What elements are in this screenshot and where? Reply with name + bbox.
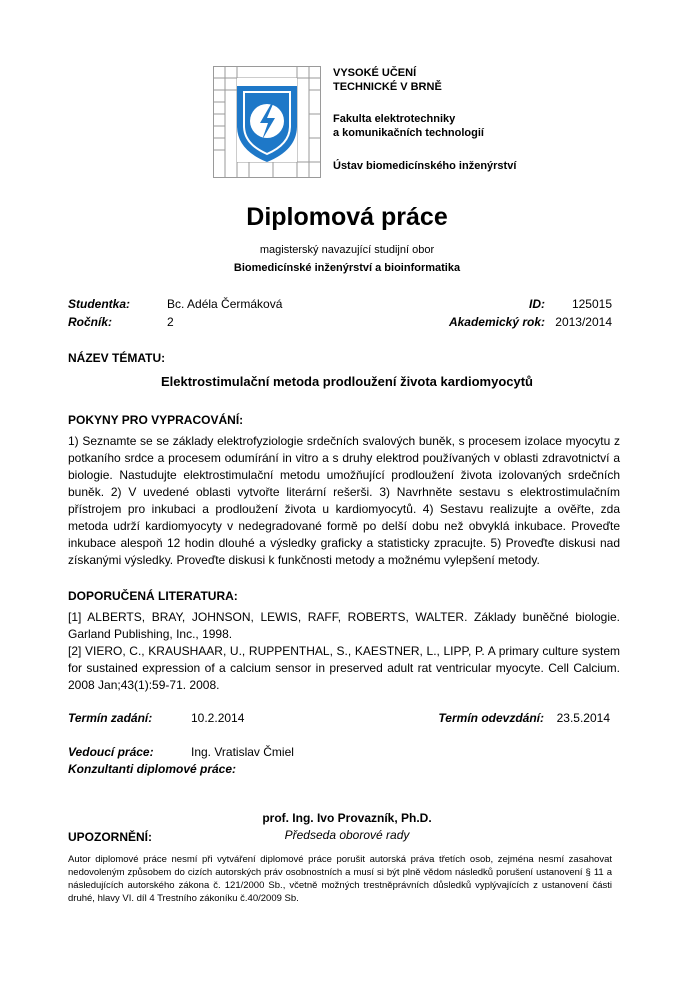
study-program-name: Biomedicínské inženýrství a bioinformatika bbox=[233, 262, 461, 274]
id-label: ID: bbox=[529, 297, 545, 311]
student-value: Bc. Adéla Čermáková bbox=[167, 297, 283, 311]
literature-reference-1: [1] ALBERTS, BRAY, JOHNSON, LEWIS, RAFF, ROBERTS, WALTER. Základy buněčné biologie. Garland Publishing, Inc., 1998. bbox=[68, 610, 620, 641]
program-chair-role: Předseda oborové rady bbox=[284, 828, 410, 842]
faculty-name bbox=[333, 112, 484, 140]
assigned-date-value: 10.2.2014 bbox=[191, 711, 245, 725]
supervisor-label: Vedoucí práce: bbox=[68, 745, 154, 759]
year-label: Ročník: bbox=[68, 315, 113, 329]
due-date-label: Termín odevzdání: bbox=[438, 711, 544, 725]
academic-year-label: Akademický rok: bbox=[448, 315, 545, 329]
instructions-heading: POKYNY PRO VYPRACOVÁNÍ: bbox=[68, 413, 244, 427]
university-name-line-1: VYSOKÉ UČENÍ bbox=[333, 67, 417, 79]
instructions-text: 1) Seznamte se se základy elektrofyziologie srdečních svalových buněk, s procesem izolace myocytu z potkaního srdce a procesem odumírání in vitro a s druhy elektrod používaných v oblasti zdravotnictví a biologie. Nastudujte elektrostimulační metodu umožňující prodloužení života izolovaných srdečních buněk. 2) V uvedené oblasti vytvořte literární rešerši. 3) Navrhněte sestavu s elektrostimulačním přístrojem pro inkubaci a prodloužení života u kardiomyocytů. 4) Sestavu realizujte a ověřte, zda metoda udrží kardiomyocyty v nedegradované formě po delší dobu než obvyklá inkubace. Proveďte inkubace alespoň 12 hodin dlouhé a výsledky graficky a statisticky zpracujte. 5) Proveďte diskusi nad získanými výsledky. Proveďte diskusi k funkčnosti metody a možnému vylepšení metody. bbox=[68, 434, 620, 567]
student-label: Studentka: bbox=[68, 297, 131, 311]
literature-heading: DOPORUČENÁ LITERATURA: bbox=[68, 589, 238, 603]
faculty-name-line-1: Fakulta elektrotechniky bbox=[333, 113, 456, 125]
academic-year-value: 2013/2014 bbox=[555, 315, 612, 329]
university-name-line-2: TECHNICKÉ V BRNĚ bbox=[333, 81, 442, 93]
consultants-label: Konzultanti diplomové práce: bbox=[68, 762, 237, 776]
assigned-date-label: Termín zadání: bbox=[68, 711, 153, 725]
warning-heading: UPOZORNĚNÍ: bbox=[68, 830, 152, 844]
due-date-value: 23.5.2014 bbox=[556, 711, 610, 725]
university-logo bbox=[213, 66, 321, 178]
program-chair-name: prof. Ing. Ivo Provazník, Ph.D. bbox=[262, 811, 432, 825]
study-program-type: magisterský navazující studijní obor bbox=[259, 244, 435, 256]
department-name: Ústav biomedicínského inženýrství bbox=[333, 160, 517, 172]
document-title: Diplomová práce bbox=[246, 203, 448, 231]
literature-reference-2: [2] VIERO, C., KRAUSHAAR, U., RUPPENTHAL, S., KAESTNER, L., LIPP, P. A primary culture system for sustained expression of a calcium sensor in preserved adult rat ventricular myocyte. Cell Calcium. 2008 Jan;43(1):59-71. 2008. bbox=[68, 644, 620, 692]
year-value: 2 bbox=[167, 315, 174, 329]
topic-title: Elektrostimulační metoda prodloužení života kardiomyocytů bbox=[160, 374, 534, 389]
topic-heading: NÁZEV TÉMATU: bbox=[68, 351, 166, 365]
faculty-name-line-2: a komunikačních technologií bbox=[333, 127, 484, 139]
supervisor-value: Ing. Vratislav Čmiel bbox=[191, 745, 294, 759]
university-name bbox=[333, 66, 442, 94]
id-value: 125015 bbox=[571, 297, 612, 311]
warning-text: Autor diplomové práce nesmí při vytváření diplomové práce porušit autorská práva třetích osob, zejména nesmí zasahovat nedovoleným způsobem do cizích autorských práv osobnostních a musí si být plně vědom následků porušení ustanovení § 11 a následujících autorského zákona č. 121/2000 Sb., včetně možných trestněprávních důsledků vyplývajících z ustanovení části druhé, hlavy VI. díl 4 Trestního zákoníku č.40/2009 Sb. bbox=[68, 854, 612, 904]
